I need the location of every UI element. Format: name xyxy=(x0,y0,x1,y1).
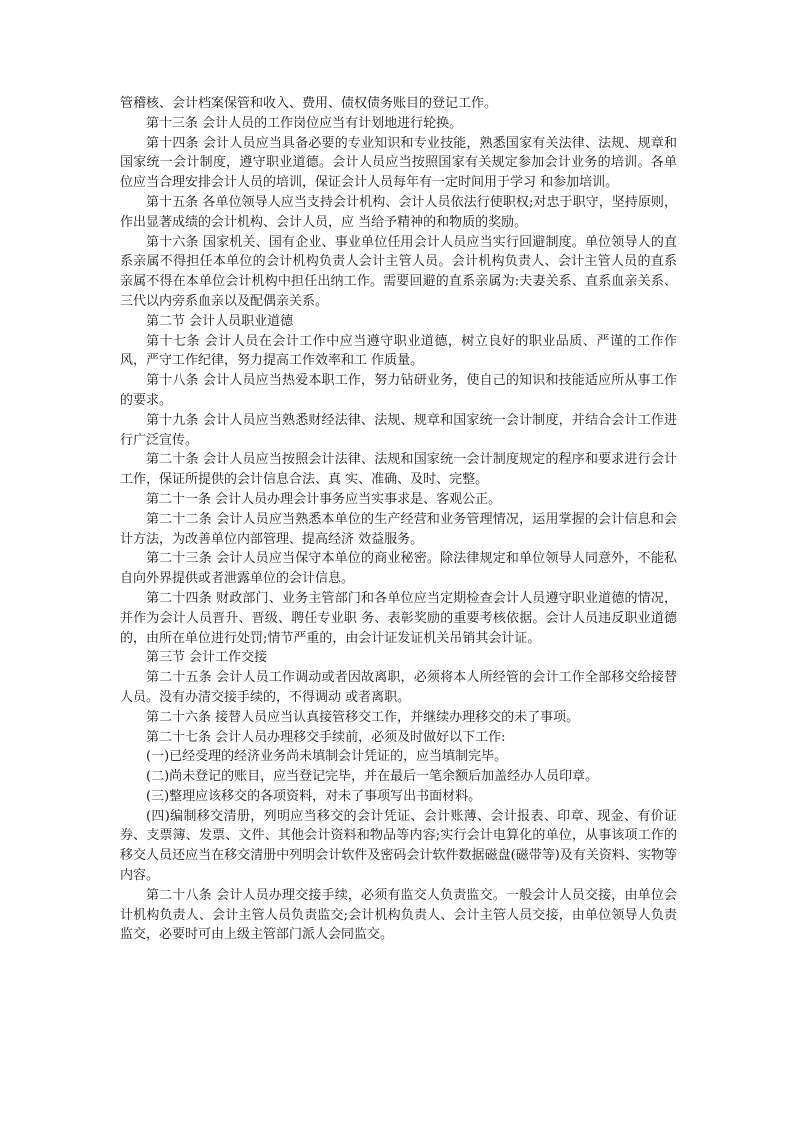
paragraph: 第十八条 会计人员应当热爱本职工作，努力钻研业务，使自己的知识和技能适应所从事工作的要求。 xyxy=(120,373,677,408)
paragraph: 第二十六条 接替人员应当认真接管移交工作，并继续办理移交的未了事项。 xyxy=(146,709,580,725)
paragraph: 第二十条 会计人员应当按照会计法律、法规和国家统一会计制度规定的程序和要求进行会计工作，保证所提供的会计信息合法、真 实、准确、及时、完整。 xyxy=(120,452,677,488)
paragraph: 第二十五条 会计人员工作调动或者因故离职，必须将本人所经管的会计工作全部移交给接替人员。没有办清交接手续的，不得调动 或者离职。 xyxy=(120,670,677,705)
paragraph: 管稽核、会计档案保管和收入、费用、债权债务账目的登记工作。 xyxy=(120,96,498,111)
paragraph: 第二十七条 会计人员办理移交手续前，必须及时做好以下工作: xyxy=(146,729,506,745)
paragraph: 第十六条 国家机关、国有企业、事业单位任用会计人员应当实行回避制度。单位领导人的直系亲属不得担任本单位的会计机构负责人会计主管人员。会计机构负责人、会计主管人员的直系亲属不得在本单位会计机构中担任出纳工作。需要回避的直系亲属为:夫妻关系、直系血亲关系、三代以内旁系血亲以及配偶亲关系。 xyxy=(120,234,677,309)
paragraph: 第二十四条 财政部门、业务主管部门和各单位应当定期检查会计人员遵守职业道德的情况，并作为会计人员晋升、晋级、聘任专业职 务、表彰奖励的重要考核依据。会计人员违反职业道德的，由所在单位进行处罚;情节严重的，由会计证发证机关吊销其会计证。 xyxy=(120,590,677,646)
paragraph: 第二十三条 会计人员应当保守本单位的商业秘密。除法律规定和单位领导人同意外，不能私自向外界提供或者泄露单位的会计信息。 xyxy=(120,551,677,587)
paragraph: 第三节 会计工作交接 xyxy=(146,650,268,666)
list-item: (一)已经受理的经济业务尚未填制会计凭证的，应当填制完毕。 xyxy=(146,749,508,765)
paragraph: 第十九条 会计人员应当熟悉财经法律、法规、规章和国家统一会计制度，并结合会计工作进行广泛宣传。 xyxy=(120,412,677,448)
document-body xyxy=(120,94,677,945)
paragraph: 第十七条 会计人员在会计工作中应当遵守职业道德，树立良好的职业品质、严谨的工作作风，严守工作纪律，努力提高工作效率和工 作质量。 xyxy=(120,333,677,369)
list-item: (三)整理应该移交的各项资料，对未了事项写出书面材料。 xyxy=(146,788,482,804)
paragraph: 第十五条 各单位领导人应当支持会计机构、会计人员依法行使职权;对忠于职守，坚持原则，作出显著成绩的会计机构、会计人员，应 当给予精神的和物质的奖励。 xyxy=(120,194,677,230)
paragraph: 第十四条 会计人员应当具备必要的专业知识和专业技能，熟悉国家有关法律、法规、规章和国家统一会计制度，遵守职业道德。会计人员应当按照国家有关规定参加会计业务的培训。各单位应当合理安排会计人员的培训，保证会计人员每年有一定时间用于学习 和参加培训。 xyxy=(120,135,677,191)
paragraph: 第二十二条 会计人员应当熟悉本单位的生产经营和业务管理情况，运用掌握的会计信息和会计方法，为改善单位内部管理、提高经济 效益服务。 xyxy=(120,511,677,547)
paragraph: 第二十八条 会计人员办理交接手续，必须有监交人负责监交。一般会计人员交接，由单位会计机构负责人、会计主管人员负责监交;会计机构负责人、会计主管人员交接，由单位领导人负责监交，必要时可由上级主管部门派人会同监交。 xyxy=(120,887,677,943)
paragraph: 第二十一条 会计人员办理会计事务应当实事求是、客观公正。 xyxy=(146,491,502,507)
list-item: (四)编制移交清册，列明应当移交的会计凭证、会计账薄、会计报表、印章、现金、有价证券、支票簿、发票、文件、其他会计资料和物品等内容;实行会计电算化的单位，从事该项工作的移交人员还应当在移交清册中列明会计软件及密码会计软件数据磁盘(磁带等)及有关资料、实物等内容。 xyxy=(120,808,677,884)
list-item: (二)尚未登记的账目，应当登记完毕，并在最后一笔余额后加盖经办人员印章。 xyxy=(146,769,599,785)
paragraph: 第二节 会计人员职业道德 xyxy=(146,313,294,329)
paragraph: 第十三条 会计人员的工作岗位应当有计划地进行轮换。 xyxy=(146,115,463,131)
